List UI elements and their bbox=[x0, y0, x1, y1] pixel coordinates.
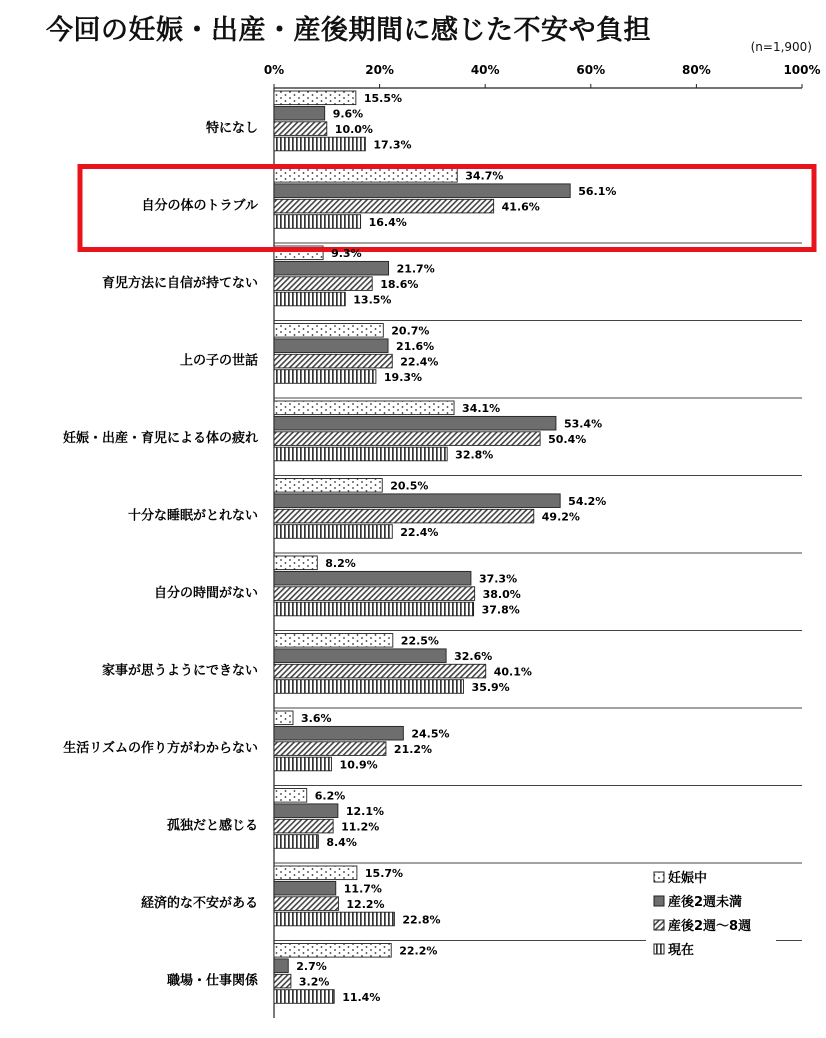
data-label: 15.7% bbox=[364, 867, 404, 881]
data-label: 9.3% bbox=[331, 247, 362, 261]
data-label: 24.5% bbox=[411, 727, 450, 741]
data-label: 9.6% bbox=[332, 107, 364, 121]
bar bbox=[274, 447, 447, 461]
data-label: 18.6% bbox=[380, 277, 419, 291]
bar bbox=[274, 804, 338, 818]
bar bbox=[274, 91, 356, 105]
data-label: 13.5% bbox=[353, 293, 392, 307]
legend-swatch bbox=[654, 872, 664, 882]
data-label: 19.3% bbox=[383, 370, 423, 384]
bar bbox=[274, 866, 357, 880]
bar bbox=[274, 789, 307, 803]
bar bbox=[274, 726, 403, 740]
data-label: 38.0% bbox=[482, 587, 521, 601]
data-label: 22.5% bbox=[400, 634, 439, 648]
bar bbox=[274, 664, 486, 678]
data-label: 34.1% bbox=[462, 402, 501, 416]
bar bbox=[274, 354, 392, 368]
bar bbox=[274, 912, 394, 926]
data-label: 11.4% bbox=[342, 990, 381, 1004]
data-label: 53.4% bbox=[563, 417, 603, 431]
data-label: 21.7% bbox=[396, 262, 435, 276]
bar bbox=[274, 479, 382, 493]
bar bbox=[274, 370, 376, 384]
data-label: 32.8% bbox=[455, 448, 494, 462]
data-label: 56.1% bbox=[578, 185, 617, 198]
data-label: 54.2% bbox=[568, 495, 607, 508]
bar bbox=[274, 324, 383, 338]
bar bbox=[274, 680, 464, 694]
category-label: 特になし bbox=[205, 120, 258, 136]
sample-size-note: (n=1,900) bbox=[750, 40, 812, 54]
x-tick-label: 60% bbox=[576, 63, 606, 77]
data-label: 22.4% bbox=[400, 525, 439, 539]
bar bbox=[274, 974, 291, 988]
category-label: 自分の時間がない bbox=[153, 585, 258, 601]
data-label: 34.7% bbox=[465, 169, 504, 183]
bar bbox=[274, 401, 454, 415]
legend-background bbox=[646, 868, 776, 966]
category-label: 上の子の世話 bbox=[179, 353, 258, 369]
data-label: 21.2% bbox=[393, 742, 433, 756]
data-label: 22.8% bbox=[402, 913, 441, 927]
data-label: 21.6% bbox=[396, 340, 435, 353]
data-label: 6.2% bbox=[314, 789, 346, 803]
data-label: 37.8% bbox=[481, 603, 520, 617]
bar bbox=[274, 757, 332, 771]
data-label: 37.3% bbox=[478, 572, 518, 586]
bar bbox=[274, 711, 293, 725]
x-tick-label: 20% bbox=[365, 63, 394, 77]
bar bbox=[274, 215, 361, 229]
bar bbox=[274, 835, 318, 849]
legend-label: 産後2週～8週 bbox=[668, 919, 752, 934]
category-label: 生活リズムの作り方がわからない bbox=[63, 740, 258, 756]
category-label: 自分の体のトラブル bbox=[141, 198, 258, 214]
bar bbox=[274, 556, 317, 570]
data-label: 40.1% bbox=[493, 665, 532, 679]
data-label: 20.7% bbox=[391, 324, 430, 338]
data-label: 12.1% bbox=[345, 805, 385, 818]
bar bbox=[274, 106, 325, 120]
bar bbox=[274, 169, 457, 183]
bar bbox=[274, 587, 475, 601]
data-label: 41.6% bbox=[501, 200, 540, 214]
bar bbox=[274, 277, 372, 291]
data-label: 22.4% bbox=[400, 355, 439, 369]
data-label: 15.5% bbox=[363, 92, 403, 106]
x-tick-label: 0% bbox=[263, 63, 285, 77]
data-label: 16.4% bbox=[368, 215, 407, 229]
data-label: 3.6% bbox=[301, 712, 332, 726]
bar bbox=[274, 944, 391, 958]
bar bbox=[274, 634, 393, 648]
data-label: 22.2% bbox=[399, 944, 438, 958]
x-tick-label: 40% bbox=[470, 63, 500, 77]
data-label: 8.2% bbox=[325, 557, 356, 571]
data-label: 35.9% bbox=[471, 680, 510, 694]
bar bbox=[274, 897, 338, 911]
data-label: 50.4% bbox=[548, 432, 587, 446]
data-label: 10.0% bbox=[334, 122, 373, 136]
category-label: 孤独だと感じる bbox=[166, 818, 258, 834]
x-tick-label: 100% bbox=[783, 63, 821, 77]
x-tick-label: 80% bbox=[682, 63, 711, 77]
bar bbox=[274, 339, 388, 353]
bar bbox=[274, 525, 392, 539]
legend-label: 現在 bbox=[668, 943, 695, 958]
bar bbox=[274, 819, 333, 833]
bar bbox=[274, 602, 474, 616]
legend-swatch bbox=[654, 920, 664, 930]
bar bbox=[274, 432, 540, 446]
bar bbox=[274, 571, 471, 585]
data-label: 20.5% bbox=[390, 479, 429, 493]
data-label: 12.2% bbox=[346, 897, 385, 911]
category-label: 職場・仕事関係 bbox=[166, 973, 258, 989]
data-label: 11.2% bbox=[341, 820, 380, 834]
bar bbox=[274, 199, 494, 213]
bar bbox=[274, 137, 365, 151]
category-label: 十分な睡眠がとれない bbox=[127, 508, 258, 524]
legend-swatch bbox=[654, 944, 664, 954]
data-label: 8.4% bbox=[326, 835, 357, 849]
category-label: 妊娠・出産・育児による体の疲れ bbox=[62, 430, 258, 446]
data-label: 3.2% bbox=[298, 975, 330, 989]
chart-title: 今回の妊娠・出産・産後期間に感じた不安や負担 bbox=[46, 15, 651, 46]
category-label: 経済的な不安がある bbox=[140, 895, 258, 911]
bar bbox=[274, 990, 334, 1004]
data-label: 2.7% bbox=[296, 960, 327, 973]
legend-label: 産後2週未満 bbox=[668, 895, 743, 910]
data-label: 32.6% bbox=[454, 650, 493, 663]
bar bbox=[274, 649, 446, 663]
category-label: 育児方法に自信が持てない bbox=[101, 275, 258, 291]
bar bbox=[274, 184, 570, 198]
bar bbox=[274, 959, 288, 973]
data-label: 11.7% bbox=[343, 882, 382, 896]
bar bbox=[274, 261, 389, 275]
bar bbox=[274, 509, 534, 523]
data-label: 17.3% bbox=[373, 138, 412, 152]
bar bbox=[274, 416, 556, 430]
bar bbox=[274, 494, 560, 508]
bar bbox=[274, 881, 336, 895]
data-label: 49.2% bbox=[541, 510, 580, 524]
bar bbox=[274, 742, 386, 756]
legend-label: 妊娠中 bbox=[668, 871, 708, 886]
legend-swatch bbox=[654, 896, 664, 906]
bar bbox=[274, 122, 327, 136]
bar bbox=[274, 292, 345, 306]
category-label: 家事が思うようにできない bbox=[101, 663, 258, 679]
data-label: 10.9% bbox=[339, 758, 378, 772]
